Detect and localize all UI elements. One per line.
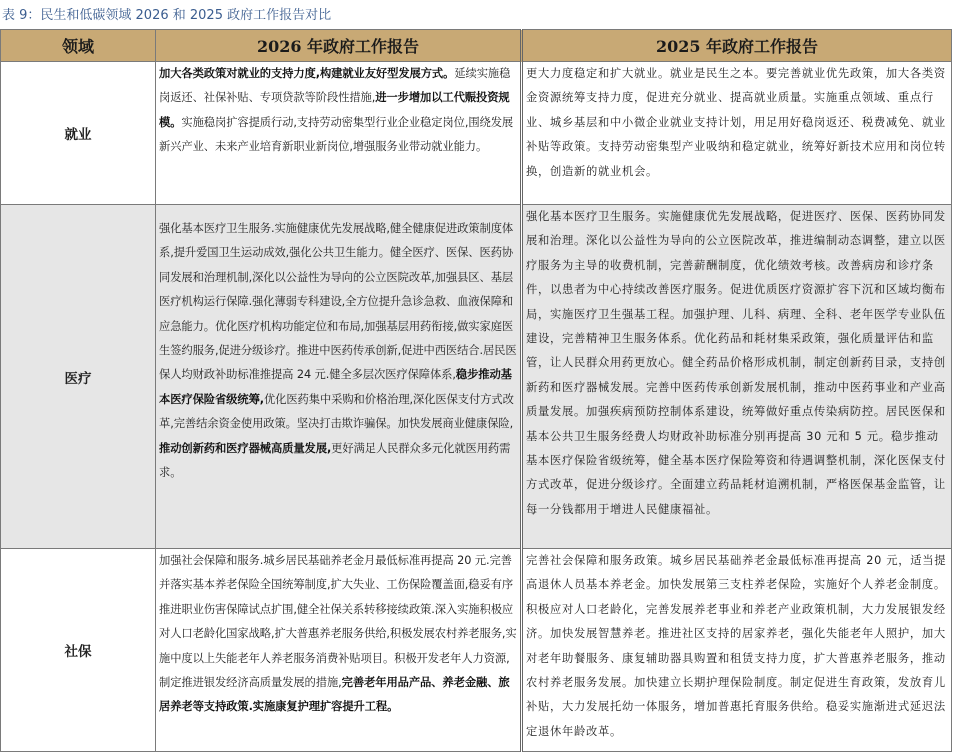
- cell-2026: [156, 62, 522, 205]
- emphasized-text: 推动创新药和医疗器械高质量发展,: [159, 441, 332, 455]
- cell-2025: [522, 205, 952, 549]
- table-row: [1, 205, 952, 549]
- cell-2025: [522, 62, 952, 205]
- table-row: [1, 62, 952, 205]
- header-2026: 2026 年政府工作报告: [156, 30, 522, 62]
- cell-text: 强化基本医疗卫生服务.实施健康优先发展战略,健全健康促进政策制度体系,提升爱国卫生运动成效,强化公共卫生能力。健全医疗、医保、医药协同发展和治理机制,深化以公益性为导向的公立医院改革,加强县区、基层医疗机构运行保障.强化薄弱专科建设,全方位提升急诊急救、血液保障和应急能力。优化医疗机构功能定位和布局,加强基层用药衔接,做实家庭医生签约服务,促进分级诊疗。推进中医药传承创新,促进中西医结合.居民医保人均财政补助标准推提高 24 元.健全多层次医疗保障体系,: [159, 222, 517, 382]
- emphasized-text: 进一步增加以工代赈投资规模。: [159, 91, 510, 129]
- emphasized-text: 完善老年用品产品、养老金融、旅居养老等支持政策.实施康复护理扩容提升工程。: [159, 676, 510, 714]
- header-field: 领域: [1, 30, 156, 62]
- cell-2026: [156, 549, 522, 752]
- table-caption: 表 9：民生和低碳领域 2026 和 2025 政府工作报告对比: [2, 8, 332, 23]
- emphasized-text: 加大各类政策对就业的支持力度,构建就业友好型发展方式。: [159, 67, 455, 80]
- cell-2026: [156, 205, 522, 549]
- cell-text: 加强社会保障和服务.城乡居民基础养老金月最低标准再提高 20 元.完善并落实基本养老保险全国统筹制度,扩大失业、工伤保险覆盖面,稳妥有序推进职业伤害保障试点扩围,健全社保关系转移接续政策.深入实施积极应对人口老龄化国家战略,扩大普惠养老服务供给,积极发展农村养老服务,实施中度以上失能老年人养老服务消费补贴项目。积极开发老年人力资源,制定推进银发经济高质量发展的措施,: [159, 554, 517, 690]
- cell-text: 更好满足人民群众多元化就医用药需求。: [159, 441, 511, 480]
- cell-2025: [522, 549, 952, 752]
- cell-text: 更大力度稳定和扩大就业。就业是民生之本。要完善就业优先政策，加大各类资金资源统筹支持力度，促进充分就业、提高就业质量。实施重点领域、重点行业、城乡基层和中小微企业就业支持计划，用足用好稳岗返还、税费减免、就业补贴等政策。支持劳动密集型产业吸纳和稳定就业，统筹好新技术应用和岗位转换，创造新的就业机会。: [526, 67, 946, 178]
- cell-text: 实施稳岗扩容提质行动,支持劳动密集型行业企业稳定岗位,围绕发展新兴产业、未来产业培育新职业新岗位,增强服务业带动就业能力。: [159, 115, 514, 154]
- cell-text: 延续实施稳岗返还、社保补贴、专项贷款等阶段性措施,: [159, 67, 511, 105]
- table-header-row: [1, 30, 952, 62]
- row-field-label: 就业: [1, 62, 156, 205]
- comparison-table: [0, 29, 952, 752]
- cell-text: 强化基本医疗卫生服务。实施健康优先发展战略，促进医疗、医保、医药协同发展和治理。深化以公益性为导向的公立医院改革，推进编制动态调整，建立以医疗服务为主导的收费机制，完善薪酬制度，优化绩效考核。改善病房和诊疗条件，以患者为中心持续改善医疗服务。促进优质医疗资源扩容下沉和区域均衡布局，实施医疗卫生强基工程。加强护理、儿科、病理、全科、老年医学专业队伍建设，完善精神卫生服务体系。优化药品和耗材集采政策，强化质量评估和监管，让人民群众用药更放心。健全药品价格形成机制，制定创新药目录，支持创新药和医疗器械发展。完善中医药传承创新发展机制，推动中医药事业和产业高质量发展。加强疾病预防控制体系建设，统筹做好重点传染病防控。居民医保和基本公共卫生服务经费人均财政补助标准分别再提高 30 元和 5 元。稳步推动基本医疗保险省级统筹，健全基本医疗保险筹资和待遇调整机制，深化医保支付方式改革，促进分级诊疗。全面建立药品耗材追溯机制，严格医保基金监管，让每一分钱都用于增进人民健康福祉。: [526, 210, 946, 516]
- row-field-label: 医疗: [1, 205, 156, 549]
- cell-text: 优化医药集中采购和价格治理,深化医保支付方式改革,完善结余资金使用政策。坚决打击欺诈骗保。加快发展商业健康保险,: [159, 392, 514, 431]
- cell-text: 完善社会保障和服务政策。城乡居民基础养老金最低标准再提高 20 元，适当提高退休人员基本养老金。加快发展第三支柱养老保险，实施好个人养老金制度。积极应对人口老龄化，完善发展养老事业和养老产业政策机制，大力发展银发经济。加快发展智慧养老。推进社区支持的居家养老，强化失能老年人照护，加大对老年助餐服务、康复辅助器具购置和租赁支持力度，扩大普惠养老服务，推动农村养老服务发展。加快建立长期护理保险制度。制定促进生育政策，发放育儿补贴，大力发展托幼一体服务，增加普惠托育服务供给。稳妥实施渐进式延迟法定退休年龄改革。: [526, 554, 947, 738]
- row-field-label: 社保: [1, 549, 156, 752]
- table-row: [1, 549, 952, 752]
- header-2025: 2025 年政府工作报告: [522, 30, 952, 62]
- emphasized-text: 稳步推动基本医疗保险省级统筹,: [159, 368, 512, 406]
